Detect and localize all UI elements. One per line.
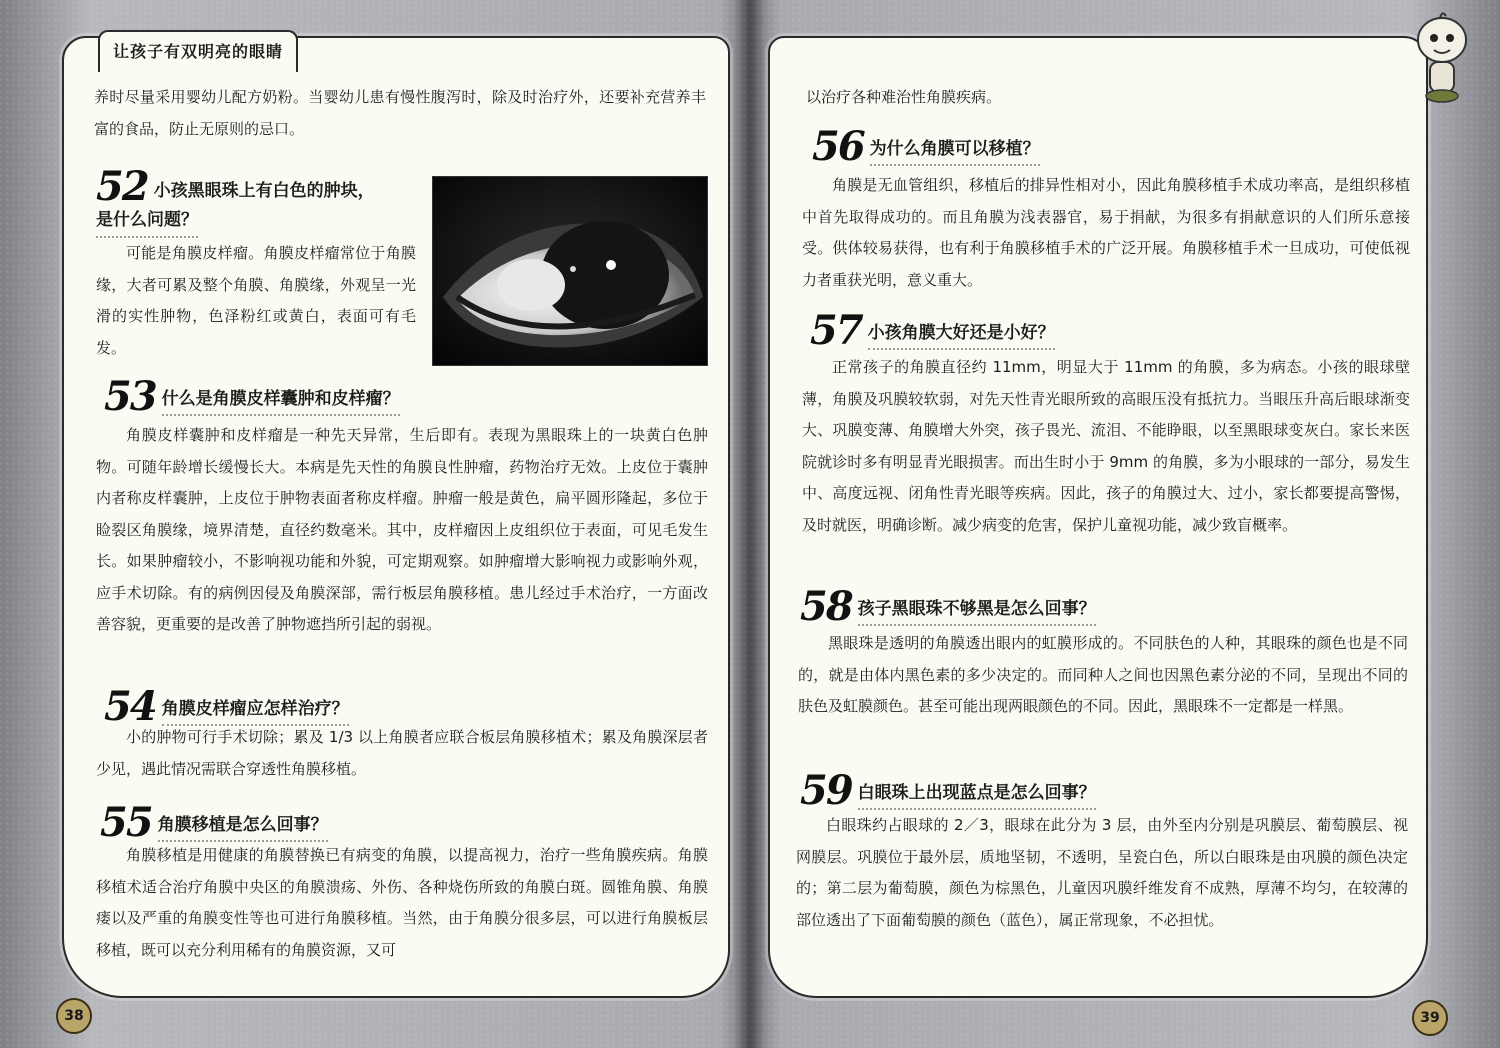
question-59-body: 白眼珠约占眼球的 2／3，眼球在此分为 3 层，由外至内分别是巩膜层、葡萄膜层、视网膜层。巩膜位于最外层，质地坚韧，不透明，呈瓷白色，所以白眼珠是由巩膜的颜色决定的；第二层为葡萄膜，颜色为棕黑色，儿童因巩膜纤维发育不成熟，厚薄不均匀，在较薄的部位透出了下面葡萄膜的颜色（蓝色），属正常现象，不必担忧。	[796, 816, 1408, 929]
question-58-body: 黑眼珠是透明的角膜透出眼内的虹膜形成的。不同肤色的人种，其眼珠的颜色也是不同的，就是由体内黑色素的多少决定的。而同种人之间也因黑色素分泌的不同，呈现出不同的肤色及虹膜颜色。甚至可能出现两眼颜色的不同。因此，黑眼珠不一定都是一样黑。	[798, 634, 1408, 715]
mascot-icon	[1412, 10, 1472, 106]
question-58-heading	[800, 583, 1096, 630]
question-52-body: 可能是角膜皮样瘤。角膜皮样瘤常位于角膜缘，大者可累及整个角膜、角膜缘，外观呈一光滑的实性肿物，色泽粉红或黄白，表面可有毛发。	[96, 244, 416, 357]
question-54-answer	[96, 722, 708, 785]
question-53-body: 角膜皮样囊肿和皮样瘤是一种先天异常，生后即有。表现为黑眼珠上的一块黄白色肿物。可随年龄增长缓慢长大。本病是先天性的角膜良性肿瘤，药物治疗无效。上皮位于囊肿内者称皮样囊肿，上皮位于肿物表面者称皮样瘤。肿瘤一般是黄色，扁平圆形隆起，多位于睑裂区角膜缘，境界清楚，直径约数毫米。其中，皮样瘤因上皮组织位于表面，可见毛发生长。如果肿瘤较小，不影响视功能和外貌，可定期观察。如肿瘤增大影响视力或影响外观，应手术切除。有的病例因侵及角膜深部，需行板层角膜移植。患儿经过手术治疗，一方面改善容貌，更重要的是改善了肿物遮挡所引起的弱视。	[96, 426, 708, 633]
question-59-title: 白眼珠上出现蓝点是怎么回事？	[858, 780, 1096, 810]
question-55-title: 角膜移植是怎么回事？	[158, 812, 328, 842]
question-59-number: 59	[800, 767, 852, 814]
eye-image	[433, 177, 707, 365]
question-55-body: 角膜移植是用健康的角膜替换已有病变的角膜，以提高视力，治疗一些角膜疾病。角膜移植术适合治疗角膜中央区的角膜溃疡、外伤、各种烧伤所致的角膜白斑。圆锥角膜、角膜瘘以及严重的角膜变性等也可进行角膜移植。当然，由于角膜分很多层，可以进行角膜板层移植，既可以充分利用稀有的角膜资源，又可	[96, 846, 708, 959]
question-54-heading	[104, 683, 349, 730]
question-54-body: 小的肿物可行手术切除；累及 1/3 以上角膜者应联合板层角膜移植术；累及角膜深层者少见，遇此情况需联合穿透性角膜移植。	[96, 728, 708, 778]
right-intro-text: 以治疗各种难治性角膜疾病。	[806, 88, 1002, 106]
question-55-heading	[100, 799, 328, 846]
question-57-number: 57	[810, 307, 862, 354]
eye-photo	[432, 176, 708, 366]
question-55-answer	[96, 840, 708, 966]
question-52-heading	[96, 163, 426, 238]
running-head: 让孩子有双明亮的眼睛	[98, 30, 298, 72]
question-58-title: 孩子黑眼珠不够黑是怎么回事？	[858, 596, 1096, 626]
question-52-title-line2: 是什么问题？	[96, 206, 198, 238]
question-56-number: 56	[812, 123, 864, 170]
question-57-title: 小孩角膜大好还是小好？	[868, 320, 1055, 350]
question-57-answer	[802, 352, 1410, 541]
question-52-title-line1: 小孩黑眼珠上有白色的肿块，	[153, 181, 375, 201]
question-52-number: 52	[96, 163, 148, 210]
question-56-title: 为什么角膜可以移植？	[870, 136, 1040, 166]
page-number-right: 39	[1412, 1000, 1448, 1036]
question-53-number: 53	[104, 373, 156, 420]
left-intro	[94, 82, 706, 145]
question-53-answer	[96, 420, 708, 641]
question-59-answer	[796, 810, 1408, 936]
question-54-title: 角膜皮样瘤应怎样治疗？	[162, 696, 349, 726]
question-53-title: 什么是角膜皮样囊肿和皮样瘤？	[162, 386, 400, 416]
book-spine	[735, 0, 765, 1048]
question-53-heading	[104, 373, 400, 420]
page-number-left: 38	[56, 998, 92, 1034]
question-58-number: 58	[800, 583, 852, 630]
question-56-answer	[802, 170, 1410, 296]
question-57-heading	[810, 307, 1055, 354]
question-57-body: 正常孩子的角膜直径约 11mm，明显大于 11mm 的角膜，多为病态。小孩的眼球壁薄，角膜及巩膜较软弱，对先天性青光眼所致的高眼压没有抵抗力。当眼压升高后眼球渐变大、巩膜变薄、角膜增大外突，孩子畏光、流泪、不能睁眼，以至黑眼球变灰白。家长来医院就诊时多有明显青光眼损害。而出生时小于 9mm 的角膜，多为小眼球的一部分，易发生中、高度远视、闭角性青光眼等疾病。因此，孩子的角膜过大、过小，家长都要提高警惕，及时就医，明确诊断。减少病变的危害，保护儿童视功能，减少致盲概率。	[802, 358, 1410, 534]
question-56-body: 角膜是无血管组织，移植后的排异性相对小，因此角膜移植手术成功率高，是组织移植中首先取得成功的。而且角膜为浅表器官，易于捐献，为很多有捐献意识的人们所乐意接受。供体较易获得，也有利于角膜移植手术的广泛开展。角膜移植手术一旦成功，可使低视力者重获光明，意义重大。	[802, 176, 1410, 289]
question-58-answer	[798, 628, 1408, 723]
right-intro	[806, 82, 1406, 114]
question-56-heading	[812, 123, 1040, 170]
question-59-heading	[800, 767, 1096, 814]
question-55-number: 55	[100, 799, 152, 846]
question-52-answer	[96, 238, 416, 364]
left-intro-text: 养时尽量采用婴幼儿配方奶粉。当婴幼儿患有慢性腹泻时，除及时治疗外，还要补充营养丰富的食品，防止无原则的忌口。	[94, 88, 706, 138]
question-54-number: 54	[104, 683, 156, 730]
